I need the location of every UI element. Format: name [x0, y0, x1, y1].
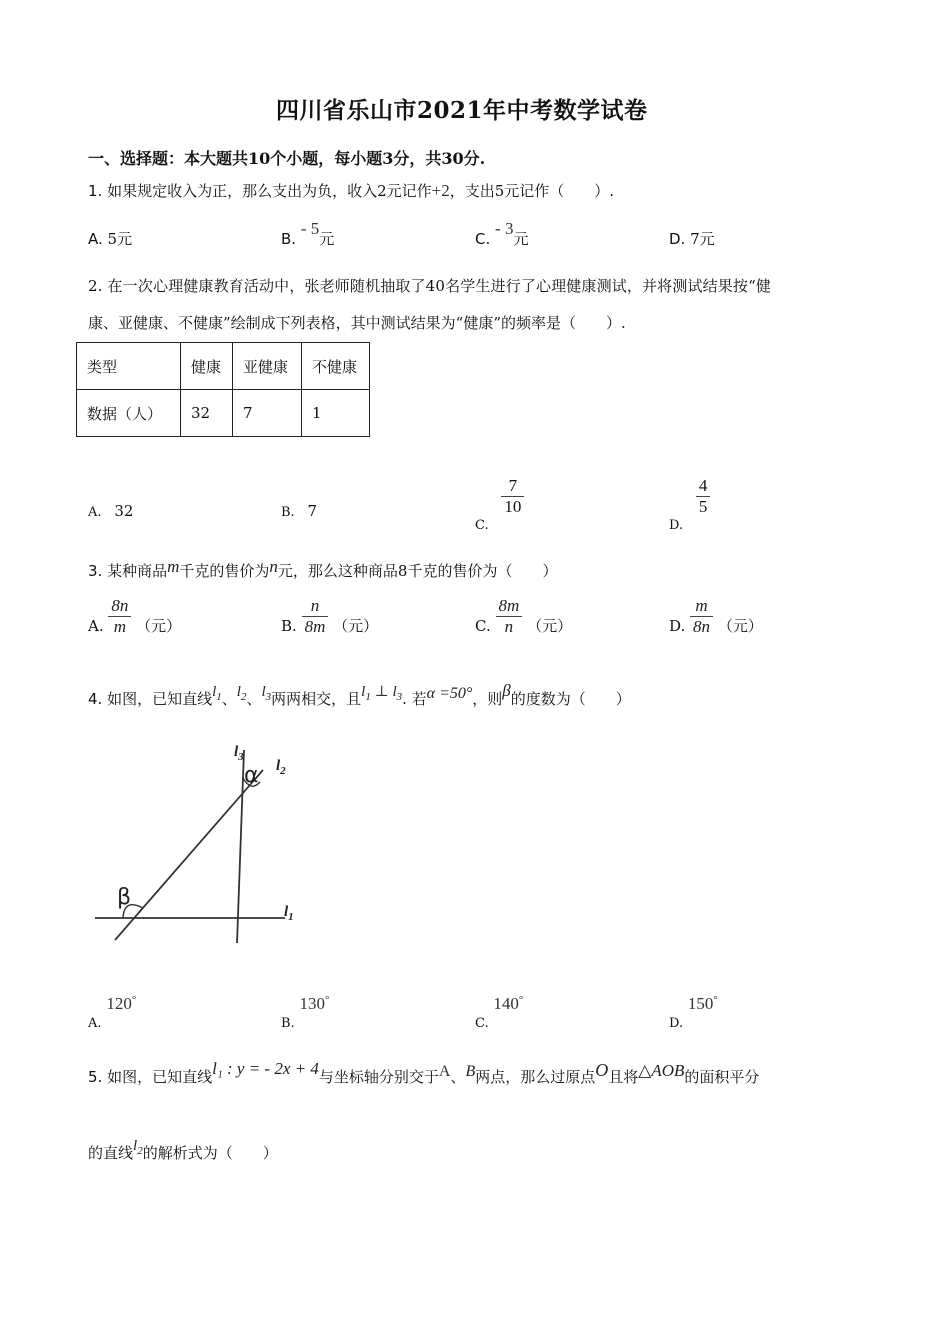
option-a[interactable] — [88, 502, 133, 520]
option-value: 140 — [493, 994, 519, 1013]
option-unit: （元） — [717, 616, 763, 635]
fraction-numerator: 7 — [508, 476, 518, 495]
math-expression: △AOB — [638, 1061, 685, 1080]
question-text: 如图，已知直线 — [107, 1068, 213, 1086]
question-text: . 若 — [402, 690, 427, 708]
question-number: 3. — [88, 562, 103, 580]
table-cell: 数据（人） — [77, 390, 181, 437]
fraction-denominator: 5 — [696, 496, 711, 517]
alpha-label: α — [244, 763, 259, 788]
question-text: 如图，已知直线 — [107, 690, 213, 708]
option-value: 32 — [114, 502, 134, 520]
question-text: ，支出5元记作（ ）. — [449, 182, 615, 200]
question-5-line-2 — [88, 1138, 278, 1165]
label-l1: $l_1$ — [284, 904, 294, 923]
separator: 、 — [221, 690, 237, 708]
table-row — [77, 390, 370, 437]
table-row — [77, 343, 370, 390]
fraction-numerator: 8n — [111, 596, 129, 615]
option-unit: 元 — [319, 230, 335, 248]
beta-label: β — [117, 885, 132, 910]
option-letter: A. — [88, 230, 103, 248]
option-letter: A. — [88, 505, 102, 520]
math-variable: β — [502, 681, 511, 700]
degree-symbol: ° — [324, 994, 330, 1006]
option-unit: 元 — [513, 230, 529, 248]
table-header-cell: 类型 — [77, 343, 181, 390]
math-variable — [261, 684, 272, 703]
question-1 — [88, 180, 614, 201]
math-expression: α =50° — [426, 685, 473, 702]
question-text: ，则 — [472, 690, 503, 708]
point-label: O — [595, 1060, 609, 1080]
question-text: 千克的售价为 — [179, 562, 270, 580]
option-c[interactable] — [475, 994, 524, 1031]
line-subscript: 2 — [137, 1145, 143, 1157]
math-expression: l₁ : y = - 2x + 4 — [212, 1059, 319, 1078]
option-value: 5 — [107, 230, 118, 248]
question-text: 两两相交，且 — [271, 690, 362, 708]
question-number: 5. — [88, 1068, 103, 1086]
option-unit: 元 — [117, 230, 133, 248]
fraction-numerator: m — [695, 596, 708, 615]
question-text: 元，那么这种商品8千克的售价为（ ） — [277, 562, 558, 580]
option-value: 130 — [299, 994, 325, 1013]
option-d[interactable] — [669, 476, 710, 533]
option-unit: （元） — [333, 616, 379, 635]
table-header-cell: 不健康 — [302, 343, 370, 390]
option-letter: A. — [88, 616, 104, 635]
option-letter: C. — [475, 517, 489, 533]
option-letter: B. — [281, 1016, 295, 1031]
degree-symbol: ° — [131, 994, 137, 1006]
fraction — [302, 596, 329, 637]
option-letter: D. — [669, 230, 686, 248]
option-c[interactable] — [475, 476, 524, 533]
math-expression — [361, 684, 403, 703]
option-letter: C. — [475, 616, 491, 635]
separator: 、 — [246, 690, 262, 708]
option-letter: B. — [281, 505, 295, 520]
fraction — [496, 596, 523, 637]
option-letter: B. — [281, 616, 297, 635]
question-text: 的度数为（ ） — [510, 690, 631, 708]
line-subscript: 3 — [396, 691, 403, 703]
fraction — [108, 596, 131, 637]
option-value: 150 — [687, 994, 714, 1013]
fraction-numerator: 8m — [498, 596, 520, 615]
option-unit: 元 — [699, 230, 715, 248]
math-value: +2 — [431, 181, 450, 200]
separator: 、 — [450, 1068, 466, 1086]
table-cell: 1 — [302, 390, 370, 437]
question-text: 的面积平分 — [684, 1068, 760, 1086]
page-title: 四川省乐山市2021年中考数学试卷 — [276, 97, 648, 124]
data-table — [76, 342, 370, 437]
section-heading: 一、选择题：本大题共10个小题，每小题3分，共30分. — [88, 149, 486, 168]
option-value: 7 — [307, 502, 318, 520]
math-variable: n — [269, 557, 278, 576]
table-header-cell: 亚健康 — [233, 343, 302, 390]
label-l2: $l_2$ — [276, 758, 286, 777]
line-letter: l — [212, 684, 217, 700]
question-3 — [88, 557, 558, 581]
line-letter: l — [392, 684, 397, 700]
line-subscript: 1 — [365, 691, 371, 703]
math-variable — [236, 684, 247, 703]
fraction — [501, 476, 524, 517]
question-text: 与坐标轴分别交于 — [318, 1068, 439, 1086]
fraction-numerator: 4 — [698, 476, 708, 495]
option-a[interactable] — [88, 596, 181, 637]
line-subscript: 2 — [240, 691, 247, 703]
line-letter: l — [133, 1138, 138, 1154]
option-c[interactable] — [475, 596, 572, 637]
option-d[interactable] — [669, 994, 718, 1031]
point-label: A — [438, 1063, 451, 1080]
option-value: - 5 — [300, 219, 320, 238]
option-letter: D. — [669, 616, 686, 635]
option-a[interactable] — [88, 994, 137, 1031]
table-header-cell: 健康 — [181, 343, 233, 390]
question-2-line-2: 康、亚健康、不健康”绘制成下列表格，其中测试结果为“健康”的频率是（ ）. — [88, 314, 626, 332]
option-unit: （元） — [136, 616, 182, 635]
option-letter: A. — [88, 1016, 102, 1031]
option-b[interactable] — [281, 994, 330, 1031]
table-cell: 7 — [233, 390, 302, 437]
fraction — [690, 596, 713, 637]
option-a[interactable] — [88, 228, 132, 249]
question-4 — [88, 681, 631, 711]
question-2-line-1: 2. 在一次心理健康教育活动中，张老师随机抽取了40名学生进行了心理健康测试，并将测试结果按“健 — [88, 277, 772, 295]
fraction-denominator: 8m — [302, 616, 329, 637]
question-text: 的直线 — [88, 1144, 134, 1162]
data-table-wrapper — [76, 342, 370, 437]
option-d[interactable] — [669, 596, 763, 637]
option-d[interactable] — [669, 228, 715, 249]
line-letter: l — [261, 684, 266, 700]
fraction-numerator: n — [310, 596, 320, 615]
fraction-denominator: m — [108, 616, 131, 637]
label-l3: $l_3$ — [234, 744, 244, 763]
line-subscript: 3 — [265, 691, 272, 703]
question-text: 某种商品 — [107, 562, 168, 580]
line-subscript: 1 — [216, 691, 222, 703]
line-letter: l — [361, 684, 366, 700]
question-text: 两点，那么过原点 — [475, 1068, 596, 1086]
degree-symbol: ° — [518, 994, 524, 1006]
question-text: 的解析式为（ ） — [142, 1144, 278, 1162]
option-b[interactable] — [281, 218, 335, 248]
option-letter: C. — [475, 1016, 489, 1031]
option-value: - 3 — [495, 219, 514, 238]
question-number: 1. — [88, 182, 103, 200]
fraction-denominator: n — [496, 616, 523, 637]
geometry-figure — [80, 740, 320, 950]
option-letter: D. — [669, 1016, 684, 1031]
question-number: 4. — [88, 690, 103, 708]
math-variable — [212, 684, 222, 703]
option-unit: （元） — [527, 616, 573, 635]
fraction — [696, 476, 711, 517]
table-cell: 32 — [181, 390, 233, 437]
fraction-denominator: 10 — [501, 496, 524, 517]
math-variable: m — [167, 557, 180, 576]
option-letter: B. — [281, 230, 297, 248]
degree-symbol: ° — [713, 994, 718, 1006]
option-value: 7 — [690, 230, 700, 248]
point-label: B — [465, 1063, 476, 1080]
option-c[interactable] — [475, 218, 529, 248]
question-text: 且将 — [608, 1068, 639, 1086]
option-letter: D. — [669, 517, 684, 533]
perp-symbol: ⊥ — [374, 684, 389, 700]
fraction-denominator: 8n — [690, 616, 713, 637]
question-text: 如果规定收入为正，那么支出为负，收入2元记作 — [107, 182, 432, 200]
option-b[interactable] — [281, 596, 378, 637]
question-5-line-1 — [88, 1059, 760, 1087]
math-variable — [133, 1138, 143, 1157]
line-letter: l — [236, 684, 241, 700]
option-b[interactable] — [281, 502, 317, 520]
option-value: 120 — [106, 994, 132, 1013]
option-letter: C. — [475, 230, 491, 248]
